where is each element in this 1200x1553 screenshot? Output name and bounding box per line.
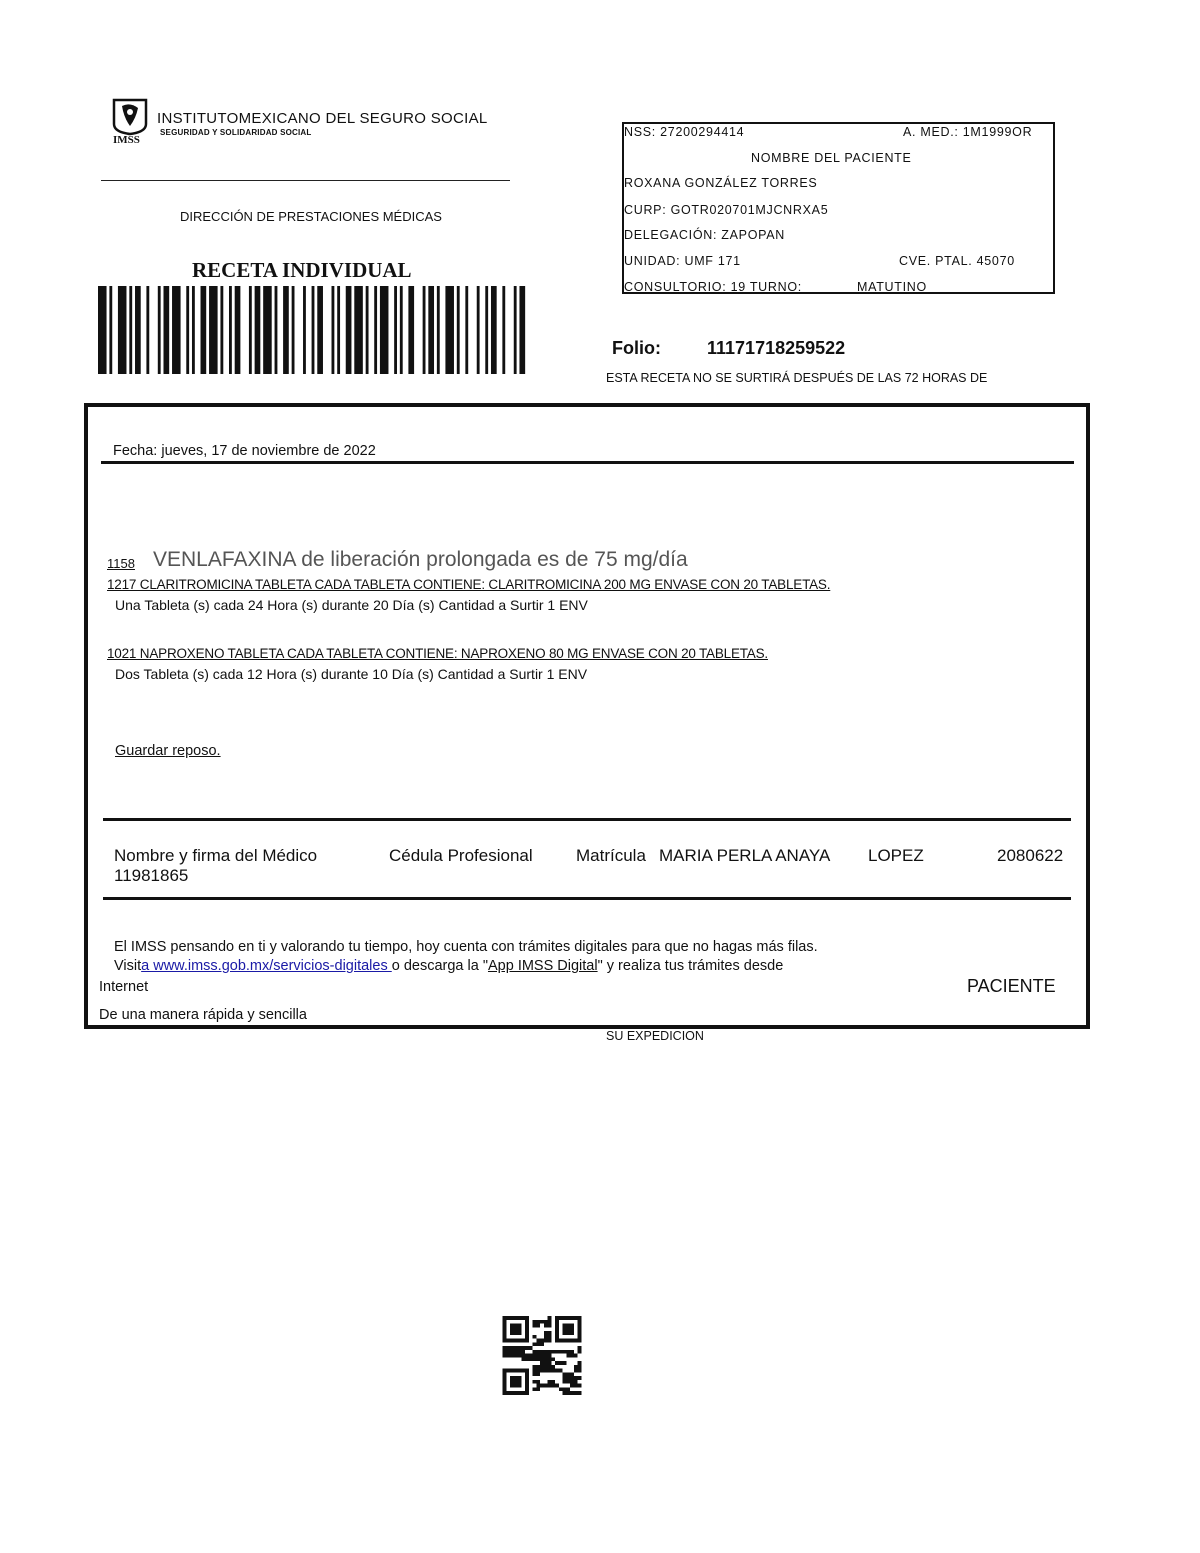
qr-module (574, 1391, 578, 1395)
qr-module (544, 1365, 548, 1369)
turno: MATUTINO (857, 280, 927, 294)
qr-module (559, 1369, 563, 1373)
qr-module (540, 1354, 544, 1358)
qr-module (548, 1384, 552, 1388)
qr-module (536, 1365, 540, 1369)
barcode-bar (192, 286, 195, 374)
qr-module (540, 1339, 544, 1343)
barcode-bar (332, 286, 335, 374)
qr-module (566, 1391, 570, 1395)
expiry-warning-continued: SU EXPEDICION (606, 1029, 704, 1043)
qr-module (563, 1372, 567, 1376)
barcode (98, 286, 528, 374)
barcode-bar (229, 286, 232, 374)
barcode-bar (502, 286, 505, 374)
qr-module (533, 1387, 537, 1391)
qr-module (544, 1324, 548, 1328)
qr-module (544, 1357, 548, 1361)
qr-module (536, 1369, 540, 1373)
qr-module (570, 1376, 574, 1380)
barcode-bar (445, 286, 454, 374)
qr-module (559, 1350, 563, 1354)
qr-module (548, 1324, 552, 1328)
qr-module (566, 1380, 570, 1384)
qr-module (544, 1369, 548, 1373)
barcode-bar (163, 286, 169, 374)
qr-module (548, 1331, 552, 1335)
qr-module (533, 1380, 537, 1384)
barcode-bar (491, 286, 497, 374)
barcode-bar (400, 286, 403, 374)
qr-module (533, 1357, 537, 1361)
nss: NSS: 27200294414 (624, 125, 745, 139)
qr-module (551, 1384, 555, 1388)
qr-module (570, 1372, 574, 1376)
qr-module (540, 1350, 544, 1354)
medication-naproxeno: 1021 NAPROXENO TABLETA CADA TABLETA CONTIENE: NAPROXENO 80 MG ENVASE CON 20 TABLETAS. (107, 646, 768, 661)
qr-module (578, 1369, 582, 1373)
barcode-bar (201, 286, 207, 374)
barcode-bar (408, 286, 414, 374)
qr-module (574, 1376, 578, 1380)
visit-suffix: " y realiza tus trámites desde (597, 958, 784, 974)
qr-module (529, 1357, 533, 1361)
footer-tagline: De una manera rápida y sencilla (99, 1007, 307, 1023)
medication-claritromicina: 1217 CLARITROMICINA TABLETA CADA TABLETA CONTIENE: CLARITROMICINA 200 MG ENVASE CON 20 TABLETAS. (107, 577, 831, 592)
qr-module (551, 1369, 555, 1373)
qr-module (566, 1354, 570, 1358)
barcode-bar (135, 286, 141, 374)
barcode-bar (292, 286, 295, 374)
barcode-bar (337, 286, 340, 374)
qr-module (544, 1331, 548, 1335)
qr-module (570, 1380, 574, 1384)
dosage-claritromicina: Una Tableta (s) cada 24 Hora (s) durante 20 Día (s) Cantidad a Surtir 1 ENV (115, 597, 588, 613)
imss-website-link[interactable]: a www.imss.gob.mx/servicios-digitales (141, 958, 392, 974)
qr-module (548, 1335, 552, 1339)
qr-module (566, 1350, 570, 1354)
qr-module (544, 1339, 548, 1343)
qr-module (548, 1365, 552, 1369)
barcode-bar (465, 286, 468, 374)
qr-module (510, 1376, 521, 1387)
qr-module (574, 1380, 578, 1384)
qr-module (536, 1372, 540, 1376)
qr-module (540, 1357, 544, 1361)
qr-module (566, 1376, 570, 1380)
qr-module (548, 1357, 552, 1361)
qr-module (548, 1316, 552, 1320)
qr-module (578, 1350, 582, 1354)
qr-module (536, 1342, 540, 1346)
medication-venlafaxina: VENLAFAXINA de liberación prolongada es de 75 mg/día (153, 548, 688, 571)
qr-module (551, 1350, 555, 1354)
qr-module (574, 1384, 578, 1388)
cve-ptal: CVE. PTAL. 45070 (899, 254, 1015, 268)
qr-module (563, 1324, 574, 1335)
qr-module (563, 1387, 567, 1391)
qr-module (540, 1365, 544, 1369)
medication-code: 1158 (107, 556, 135, 571)
barcode-bar (423, 286, 426, 374)
qr-module (548, 1380, 552, 1384)
qr-module (536, 1380, 540, 1384)
qr-module (566, 1372, 570, 1376)
qr-module (574, 1365, 578, 1369)
expiry-warning: ESTA RECETA NO SE SURTIRÁ DESPUÉS DE LAS 72 HORAS DE (606, 371, 988, 385)
qr-module (540, 1320, 544, 1324)
document-title: RECETA INDIVIDUAL (192, 258, 412, 282)
barcode-bar (437, 286, 440, 374)
qr-module (544, 1350, 548, 1354)
matricula-label: Matrícula (576, 846, 646, 865)
signature-bottom-divider (103, 897, 1071, 900)
qr-module (521, 1357, 525, 1361)
barcode-bar (146, 286, 149, 374)
qr-module (533, 1320, 537, 1324)
qr-module (548, 1354, 552, 1358)
qr-module (570, 1350, 574, 1354)
barcode-bar (98, 286, 107, 374)
qr-module (536, 1339, 540, 1343)
qr-module (514, 1350, 518, 1354)
header-divider (101, 180, 510, 181)
prescription-date: Fecha: jueves, 17 de noviembre de 2022 (113, 443, 376, 459)
qr-module (525, 1354, 529, 1358)
qr-module (578, 1361, 582, 1365)
barcode-bar (485, 286, 488, 374)
qr-module (510, 1324, 521, 1335)
qr-module (536, 1357, 540, 1361)
qr-module (521, 1350, 525, 1354)
barcode-bar (172, 286, 181, 374)
qr-module (503, 1354, 507, 1358)
qr-module (544, 1384, 548, 1388)
barcode-bar (186, 286, 189, 374)
consultorio: CONSULTORIO: 19 TURNO: (624, 280, 802, 294)
qr-module (525, 1346, 529, 1350)
indication-note: Guardar reposo. (115, 743, 221, 759)
qr-module (570, 1384, 574, 1388)
qr-module (540, 1384, 544, 1388)
barcode-bar (354, 286, 363, 374)
qr-module (563, 1391, 567, 1395)
qr-module (518, 1354, 522, 1358)
qr-module (578, 1384, 582, 1388)
qr-module (563, 1380, 567, 1384)
barcode-bar (457, 286, 460, 374)
qr-module (563, 1350, 567, 1354)
qr-module (551, 1357, 555, 1361)
copy-type-label: PACIENTE (967, 976, 1056, 996)
barcode-bar (109, 286, 112, 374)
qr-module (555, 1350, 559, 1354)
logo-text: IMSS (113, 134, 140, 144)
qr-module (510, 1350, 514, 1354)
matricula-number: 2080622 (997, 846, 1064, 865)
qr-module (536, 1324, 540, 1328)
barcode-bar (129, 286, 132, 374)
qr-module (540, 1369, 544, 1373)
visit-prefix: Visit (114, 958, 142, 974)
qr-module (570, 1354, 574, 1358)
barcode-bar (249, 286, 252, 374)
qr-module (540, 1361, 544, 1365)
qr-module (533, 1335, 537, 1339)
delegacion: DELEGACIÓN: ZAPOPAN (624, 228, 786, 242)
doctor-surname: LOPEZ (868, 846, 924, 865)
folio-label: Folio: (612, 338, 661, 358)
cedula-label: Cédula Profesional (389, 846, 533, 865)
visit-line (114, 958, 783, 974)
qr-module (544, 1320, 548, 1324)
visit-mid: o descarga la " (391, 958, 488, 974)
qr-module (566, 1387, 570, 1391)
qr-module (536, 1350, 540, 1354)
qr-module (533, 1372, 537, 1376)
barcode-bar (394, 286, 397, 374)
qr-module (518, 1350, 522, 1354)
qr-module (544, 1354, 548, 1358)
barcode-bar (312, 286, 315, 374)
imss-logo (112, 98, 148, 144)
qr-module (544, 1335, 548, 1339)
qr-module (578, 1346, 582, 1350)
barcode-bar (255, 286, 261, 374)
barcode-bar (380, 286, 389, 374)
qr-module (551, 1380, 555, 1384)
qr-module (555, 1384, 559, 1388)
qr-module (533, 1350, 537, 1354)
qr-module (548, 1369, 552, 1373)
qr-module (536, 1384, 540, 1388)
prescription-frame (84, 403, 1090, 1029)
barcode-bar (158, 286, 161, 374)
doctor-name: MARIA PERLA ANAYA (659, 846, 831, 865)
qr-module (503, 1350, 507, 1354)
qr-module (555, 1369, 559, 1373)
qr-module (559, 1361, 563, 1365)
direccion-label: DIRECCIÓN DE PRESTACIONES MÉDICAS (180, 209, 442, 224)
qr-module (529, 1354, 533, 1358)
qr-code (501, 1316, 583, 1395)
qr-module (578, 1376, 582, 1380)
qr-module (533, 1324, 537, 1328)
qr-module (521, 1346, 525, 1350)
qr-module (510, 1354, 514, 1358)
barcode-bar (346, 286, 352, 374)
qr-module (525, 1357, 529, 1361)
qr-module (555, 1361, 559, 1365)
patient-name: ROXANA GONZÁLEZ TORRES (624, 176, 818, 190)
qr-module (503, 1346, 507, 1350)
qr-module (506, 1346, 510, 1350)
qr-module (574, 1369, 578, 1373)
unidad: UNIDAD: UMF 171 (624, 254, 741, 268)
barcode-bar (235, 286, 241, 374)
qr-module (533, 1342, 537, 1346)
qr-module (536, 1387, 540, 1391)
patient-name-heading: NOMBRE DEL PACIENTE (751, 151, 912, 165)
institute-name: INSTITUTOMEXICANO DEL SEGURO SOCIAL (157, 110, 488, 127)
qr-module (533, 1354, 537, 1358)
dosage-naproxeno: Dos Tableta (s) cada 12 Hora (s) durante 10 Día (s) Cantidad a Surtir 1 ENV (115, 666, 588, 682)
qr-module (548, 1320, 552, 1324)
curp: CURP: GOTR020701MJCNRXA5 (624, 203, 829, 217)
qr-module (578, 1365, 582, 1369)
qr-module (514, 1354, 518, 1358)
qr-module (533, 1369, 537, 1373)
qr-module (536, 1320, 540, 1324)
qr-module (536, 1354, 540, 1358)
qr-module (559, 1387, 563, 1391)
digital-services-info: El IMSS pensando en ti y valorando tu tiempo, hoy cuenta con trámites digitales para que no hagas más filas. (114, 939, 818, 955)
qr-module (551, 1365, 555, 1369)
app-imss-digital-link[interactable]: App IMSS Digital (487, 958, 598, 974)
qr-module (514, 1346, 518, 1350)
a-med: A. MED.: 1M1999OR (903, 125, 1033, 139)
qr-module (510, 1346, 514, 1350)
signature-top-divider (103, 818, 1071, 821)
qr-module (548, 1350, 552, 1354)
barcode-bar (366, 286, 369, 374)
qr-module (548, 1339, 552, 1343)
signature-label: Nombre y firma del Médico (114, 846, 318, 865)
qr-module (570, 1391, 574, 1395)
qr-module (563, 1361, 567, 1365)
barcode-bar (209, 286, 218, 374)
barcode-bar (283, 286, 289, 374)
qr-module (521, 1354, 525, 1358)
cedula-number: 11981865 (114, 866, 189, 885)
qr-module (574, 1354, 578, 1358)
qr-module (506, 1354, 510, 1358)
barcode-bar (220, 286, 223, 374)
qr-module (548, 1361, 552, 1365)
qr-module (533, 1365, 537, 1369)
barcode-bar (519, 286, 525, 374)
qr-module (544, 1361, 548, 1365)
barcode-bar (263, 286, 272, 374)
barcode-bar (374, 286, 377, 374)
folio-number: 11171718259522 (707, 338, 846, 358)
date-divider (101, 461, 1074, 464)
barcode-bar (514, 286, 517, 374)
qr-module (563, 1376, 567, 1380)
barcode-bar (275, 286, 278, 374)
qr-module (578, 1391, 582, 1395)
qr-module (506, 1350, 510, 1354)
barcode-bar (317, 286, 323, 374)
internet-label: Internet (99, 979, 149, 995)
qr-module (518, 1346, 522, 1350)
institute-subtitle: SEGURIDAD Y SOLIDARIDAD SOCIAL (160, 128, 312, 137)
qr-module (529, 1346, 533, 1350)
barcode-bar (428, 286, 434, 374)
barcode-bar (118, 286, 127, 374)
barcode-bar (303, 286, 306, 374)
qr-module (540, 1342, 544, 1346)
barcode-bar (477, 286, 480, 374)
